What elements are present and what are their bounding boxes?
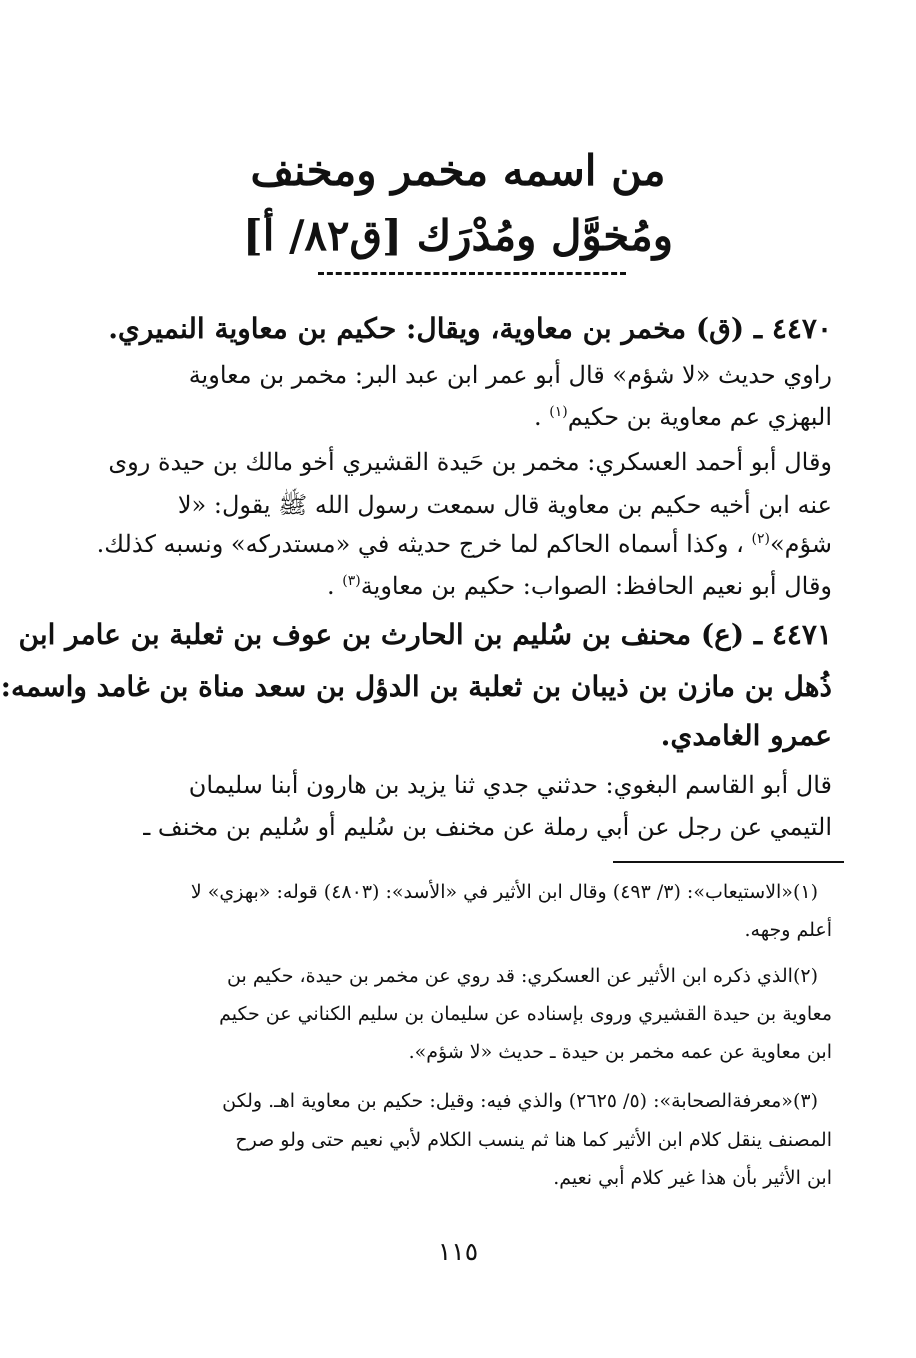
footnote-2-text-1: الذي ذكره ابن الأثير عن العسكري: قد روي عن مخمر بن حيدة، حكيم بن xyxy=(227,965,793,987)
title-underline xyxy=(318,272,626,275)
footnote-3-line-2: المصنف ينقل كلام ابن الأثير كما هنا ثم ينسب الكلام لأبي نعيم حتى ولو صرح xyxy=(235,1129,832,1151)
entry-4471-heading-line-2: ذُهل بن مازن بن ذيبان بن ثعلبة بن الدؤل بن سعد مناة بن غامد واسمه: xyxy=(0,670,832,703)
footnote-2-number: (٢) xyxy=(792,965,818,987)
entry-4471-body-line-2: التيمي عن رجل عن أبي رملة عن مخنف بن سُليم أو سُليم بن مخنف ـ xyxy=(143,813,832,841)
entry-4470-line-1: راوي حديث «لا شؤم» قال أبو عمر ابن عبد البر: مخمر بن معاوية xyxy=(188,361,832,389)
entry-4470-line-5 xyxy=(97,530,832,558)
footnote-3-text-1: «معرفةالصحابة»: (٥/ ٢٦٢٥) والذي فيه: وقيل: حكيم بن معاوية اهـ. ولكن xyxy=(222,1090,793,1112)
entry-4470-line-4: عنه ابن أخيه حكيم بن معاوية قال سمعت رسول الله ﷺ يقول: «لا xyxy=(177,491,832,519)
entry-4471-body-line-1: قال أبو القاسم البغوي: حدثني جدي ثنا يزيد بن هارون أبنا سليمان xyxy=(188,771,832,799)
entry-4470-line-2-text: البهزي عم معاوية بن حكيم xyxy=(567,403,832,431)
footnote-2-line-2: معاوية بن حيدة القشيري وروى بإسناده عن سليمان بن سليم الكناني عن حكيم xyxy=(219,1003,832,1025)
entry-4471-heading-line-3: عمرو الغامدي. xyxy=(660,719,832,752)
footnote-1-line-1 xyxy=(191,881,832,903)
footnote-3-line-1 xyxy=(222,1090,832,1112)
entry-4470-line-2-end: . xyxy=(534,403,550,431)
entry-4471-heading-line-1: ٤٤٧١ ـ (ع) محنف بن سُليم بن الحارث بن عوف بن ثعلبة بن عامر ابن xyxy=(18,618,832,651)
entry-4470-line-6-end: . xyxy=(327,572,343,600)
entry-4470-line-5-text: ، وكذا أسماه الحاكم لما خرج حديثه في «مستدركه» ونسبه كذلك. xyxy=(96,530,744,558)
footnote-3-line-3: ابن الأثير بأن هذا غير كلام أبي نعيم. xyxy=(553,1167,832,1189)
page-number: ١١٥ xyxy=(437,1237,479,1266)
entry-4470-line-6-text: وقال أبو نعيم الحافظ: الصواب: حكيم بن معاوية xyxy=(360,572,832,600)
entry-4470-line-5-start: شؤم» xyxy=(769,530,832,558)
footnote-1-number: (١) xyxy=(792,881,818,903)
footnote-ref-2: (٢) xyxy=(751,531,770,547)
footnote-ref-1: (١) xyxy=(549,404,568,420)
entry-4470-line-6 xyxy=(327,572,832,600)
entry-4470-heading: ٤٤٧٠ ـ (ق) مخمر بن معاوية، ويقال: حكيم بن معاوية النميري. xyxy=(108,312,832,345)
footnote-1-line-2: أعلم وجهه. xyxy=(744,919,832,941)
chapter-title-line-1: من اسمه مخمر ومخنف xyxy=(250,146,666,195)
entry-4470-line-2 xyxy=(534,403,832,431)
footnote-separator xyxy=(613,861,844,863)
footnote-ref-3: (٣) xyxy=(342,573,361,589)
chapter-title-line-2: ومُخوَّل ومُدْرَك [ق٨٢/ أ] xyxy=(242,211,674,260)
footnote-1-text-1: «الاستيعاب»: (٣/ ٤٩٣) وقال ابن الأثير في «الأسد»: (٤٨٠٣) قوله: «بهزي» لا xyxy=(190,881,793,903)
footnote-2-line-1 xyxy=(227,965,832,987)
entry-4470-line-3: وقال أبو أحمد العسكري: مخمر بن حَيدة القشيري أخو مالك بن حيدة روى xyxy=(108,448,832,476)
footnote-3-number: (٣) xyxy=(792,1090,818,1112)
footnote-2-line-3: ابن معاوية عن عمه مخمر بن حيدة ـ حديث «لا شؤم». xyxy=(408,1041,832,1063)
